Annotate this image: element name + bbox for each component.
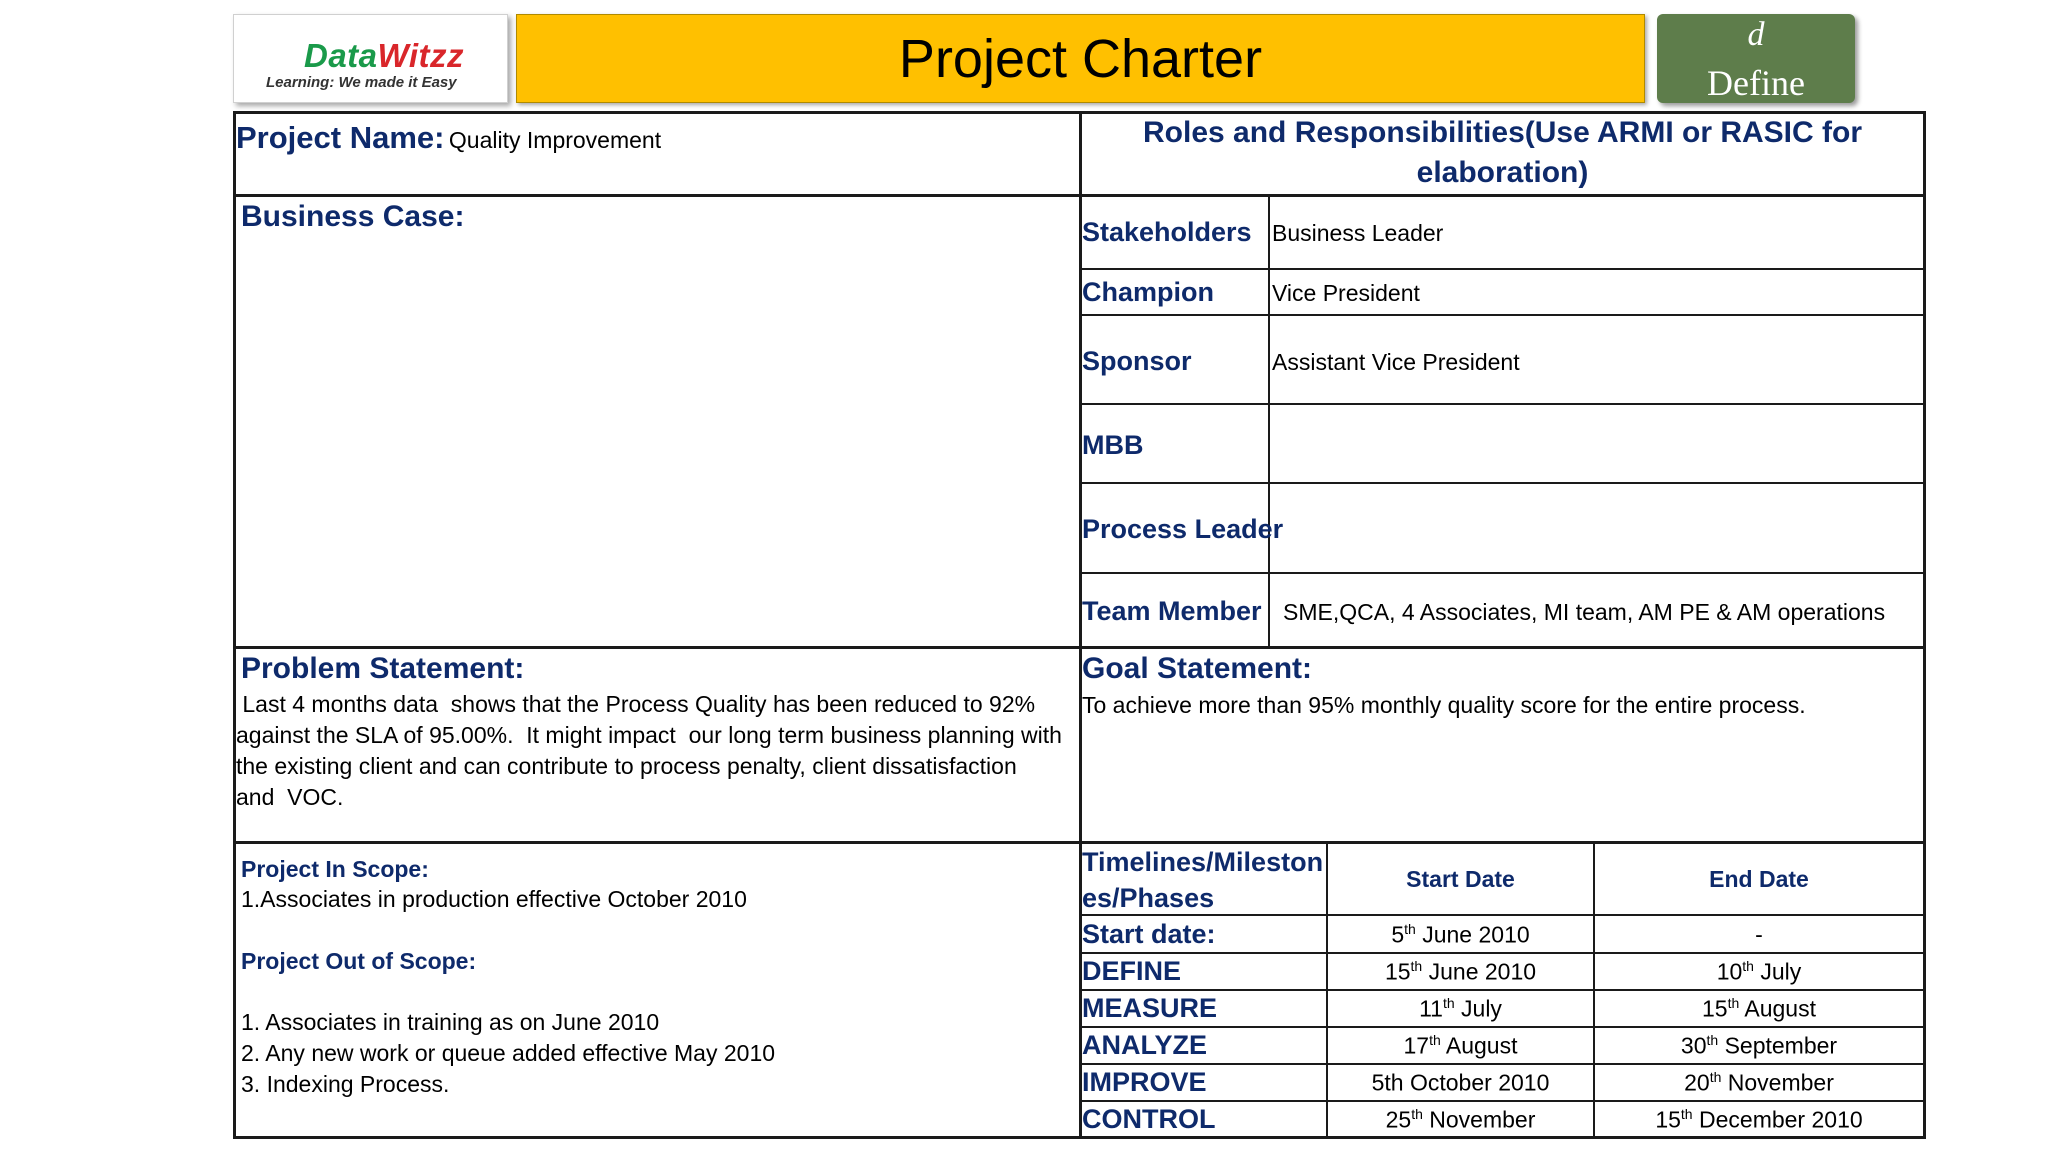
out-scope-item: 3. Indexing Process.: [241, 1071, 450, 1097]
timeline-start-date: 5th June 2010: [1391, 921, 1530, 948]
role-sponsor-value: Assistant Vice President: [1272, 349, 1520, 375]
project-name-label: Project Name:: [236, 120, 445, 155]
timeline-header-phase-line1: Timelines/Mileston: [1082, 847, 1324, 877]
timeline-end-date: 15th December 2010: [1655, 1106, 1863, 1133]
in-scope-label: Project In Scope:: [241, 856, 429, 882]
phase-letter: d: [1747, 16, 1765, 53]
role-team-member-label: Team Member: [1082, 596, 1262, 626]
timeline-end-date: 20th November: [1684, 1069, 1834, 1096]
out-scope-item: 1. Associates in training as on June 2010: [241, 1009, 660, 1035]
timeline-phase: Start date:: [1082, 919, 1216, 949]
role-champion-label: Champion: [1082, 277, 1214, 307]
role-team-member-value: SME,QCA, 4 Associates, MI team, AM PE & AM operations: [1283, 599, 1886, 625]
timeline-phase: DEFINE: [1082, 956, 1182, 986]
roles-title-line1: Roles and Responsibilities(Use ARMI or RASIC for: [1143, 116, 1862, 149]
project-name-row: [236, 120, 661, 156]
timeline-start-date: 11th July: [1419, 995, 1502, 1022]
problem-line: Last 4 months data shows that the Process Quality has been reduced to 92%: [236, 691, 1036, 717]
timeline-phase: CONTROL: [1082, 1104, 1216, 1134]
role-mbb-label: MBB: [1082, 430, 1144, 460]
out-scope-label: Project Out of Scope:: [241, 948, 477, 974]
timeline-end-date: 15th August: [1701, 995, 1816, 1022]
timeline-start-date: 25th November: [1385, 1106, 1536, 1133]
problem-statement-text: [236, 689, 1078, 813]
datawitzz-logo: [233, 14, 508, 103]
timeline-start-date: 15th June 2010: [1384, 958, 1537, 985]
timeline-start-date: 17th August: [1403, 1032, 1518, 1059]
timeline-header-start: Start Date: [1406, 866, 1515, 892]
timeline-header-phase-line2: es/Phases: [1082, 883, 1215, 913]
phase-badge: [1657, 14, 1855, 103]
timeline-phase: MEASURE: [1082, 993, 1218, 1023]
timeline-start-date: 5th October 2010: [1371, 1069, 1550, 1096]
in-scope-item: 1.Associates in production effective October 2010: [241, 886, 747, 912]
problem-statement-label: Problem Statement:: [241, 652, 525, 685]
role-process-leader-label: Process Leader: [1082, 514, 1284, 544]
goal-statement-label: Goal Statement:: [1082, 652, 1313, 685]
roles-title-line2: elaboration): [1416, 156, 1589, 189]
problem-line: against the SLA of 95.00%. It might impact our long term business planning with: [236, 722, 1062, 748]
phase-name: Define: [1707, 63, 1805, 103]
problem-line: and VOC.: [236, 784, 344, 810]
timeline-end-date: 10th July: [1716, 958, 1802, 985]
role-stakeholders-value: Business Leader: [1272, 220, 1444, 246]
role-sponsor-label: Sponsor: [1082, 346, 1192, 376]
timeline-phase: ANALYZE: [1082, 1030, 1208, 1060]
timeline-end-date: -: [1755, 921, 1763, 948]
role-stakeholders-label: Stakeholders: [1082, 217, 1252, 247]
timeline-phase: IMPROVE: [1082, 1067, 1207, 1097]
timeline-end-date: 30th September: [1680, 1032, 1838, 1059]
goal-statement-text: To achieve more than 95% monthly quality score for the entire process.: [1082, 692, 1806, 718]
out-scope-item: 2. Any new work or queue added effective May 2010: [241, 1040, 776, 1066]
timeline-header-end: End Date: [1709, 866, 1809, 892]
business-case-label: Business Case:: [241, 200, 465, 233]
page-title: Project Charter: [516, 14, 1645, 103]
problem-line: the existing client and can contribute to process penalty, client dissatisfaction: [236, 753, 1017, 779]
role-champion-value: Vice President: [1272, 280, 1420, 306]
project-name-value: Quality Improvement: [448, 127, 662, 153]
logo-tagline: Learning: We made it Easy: [266, 74, 457, 91]
logo-brand: DataWitzz: [304, 37, 465, 74]
